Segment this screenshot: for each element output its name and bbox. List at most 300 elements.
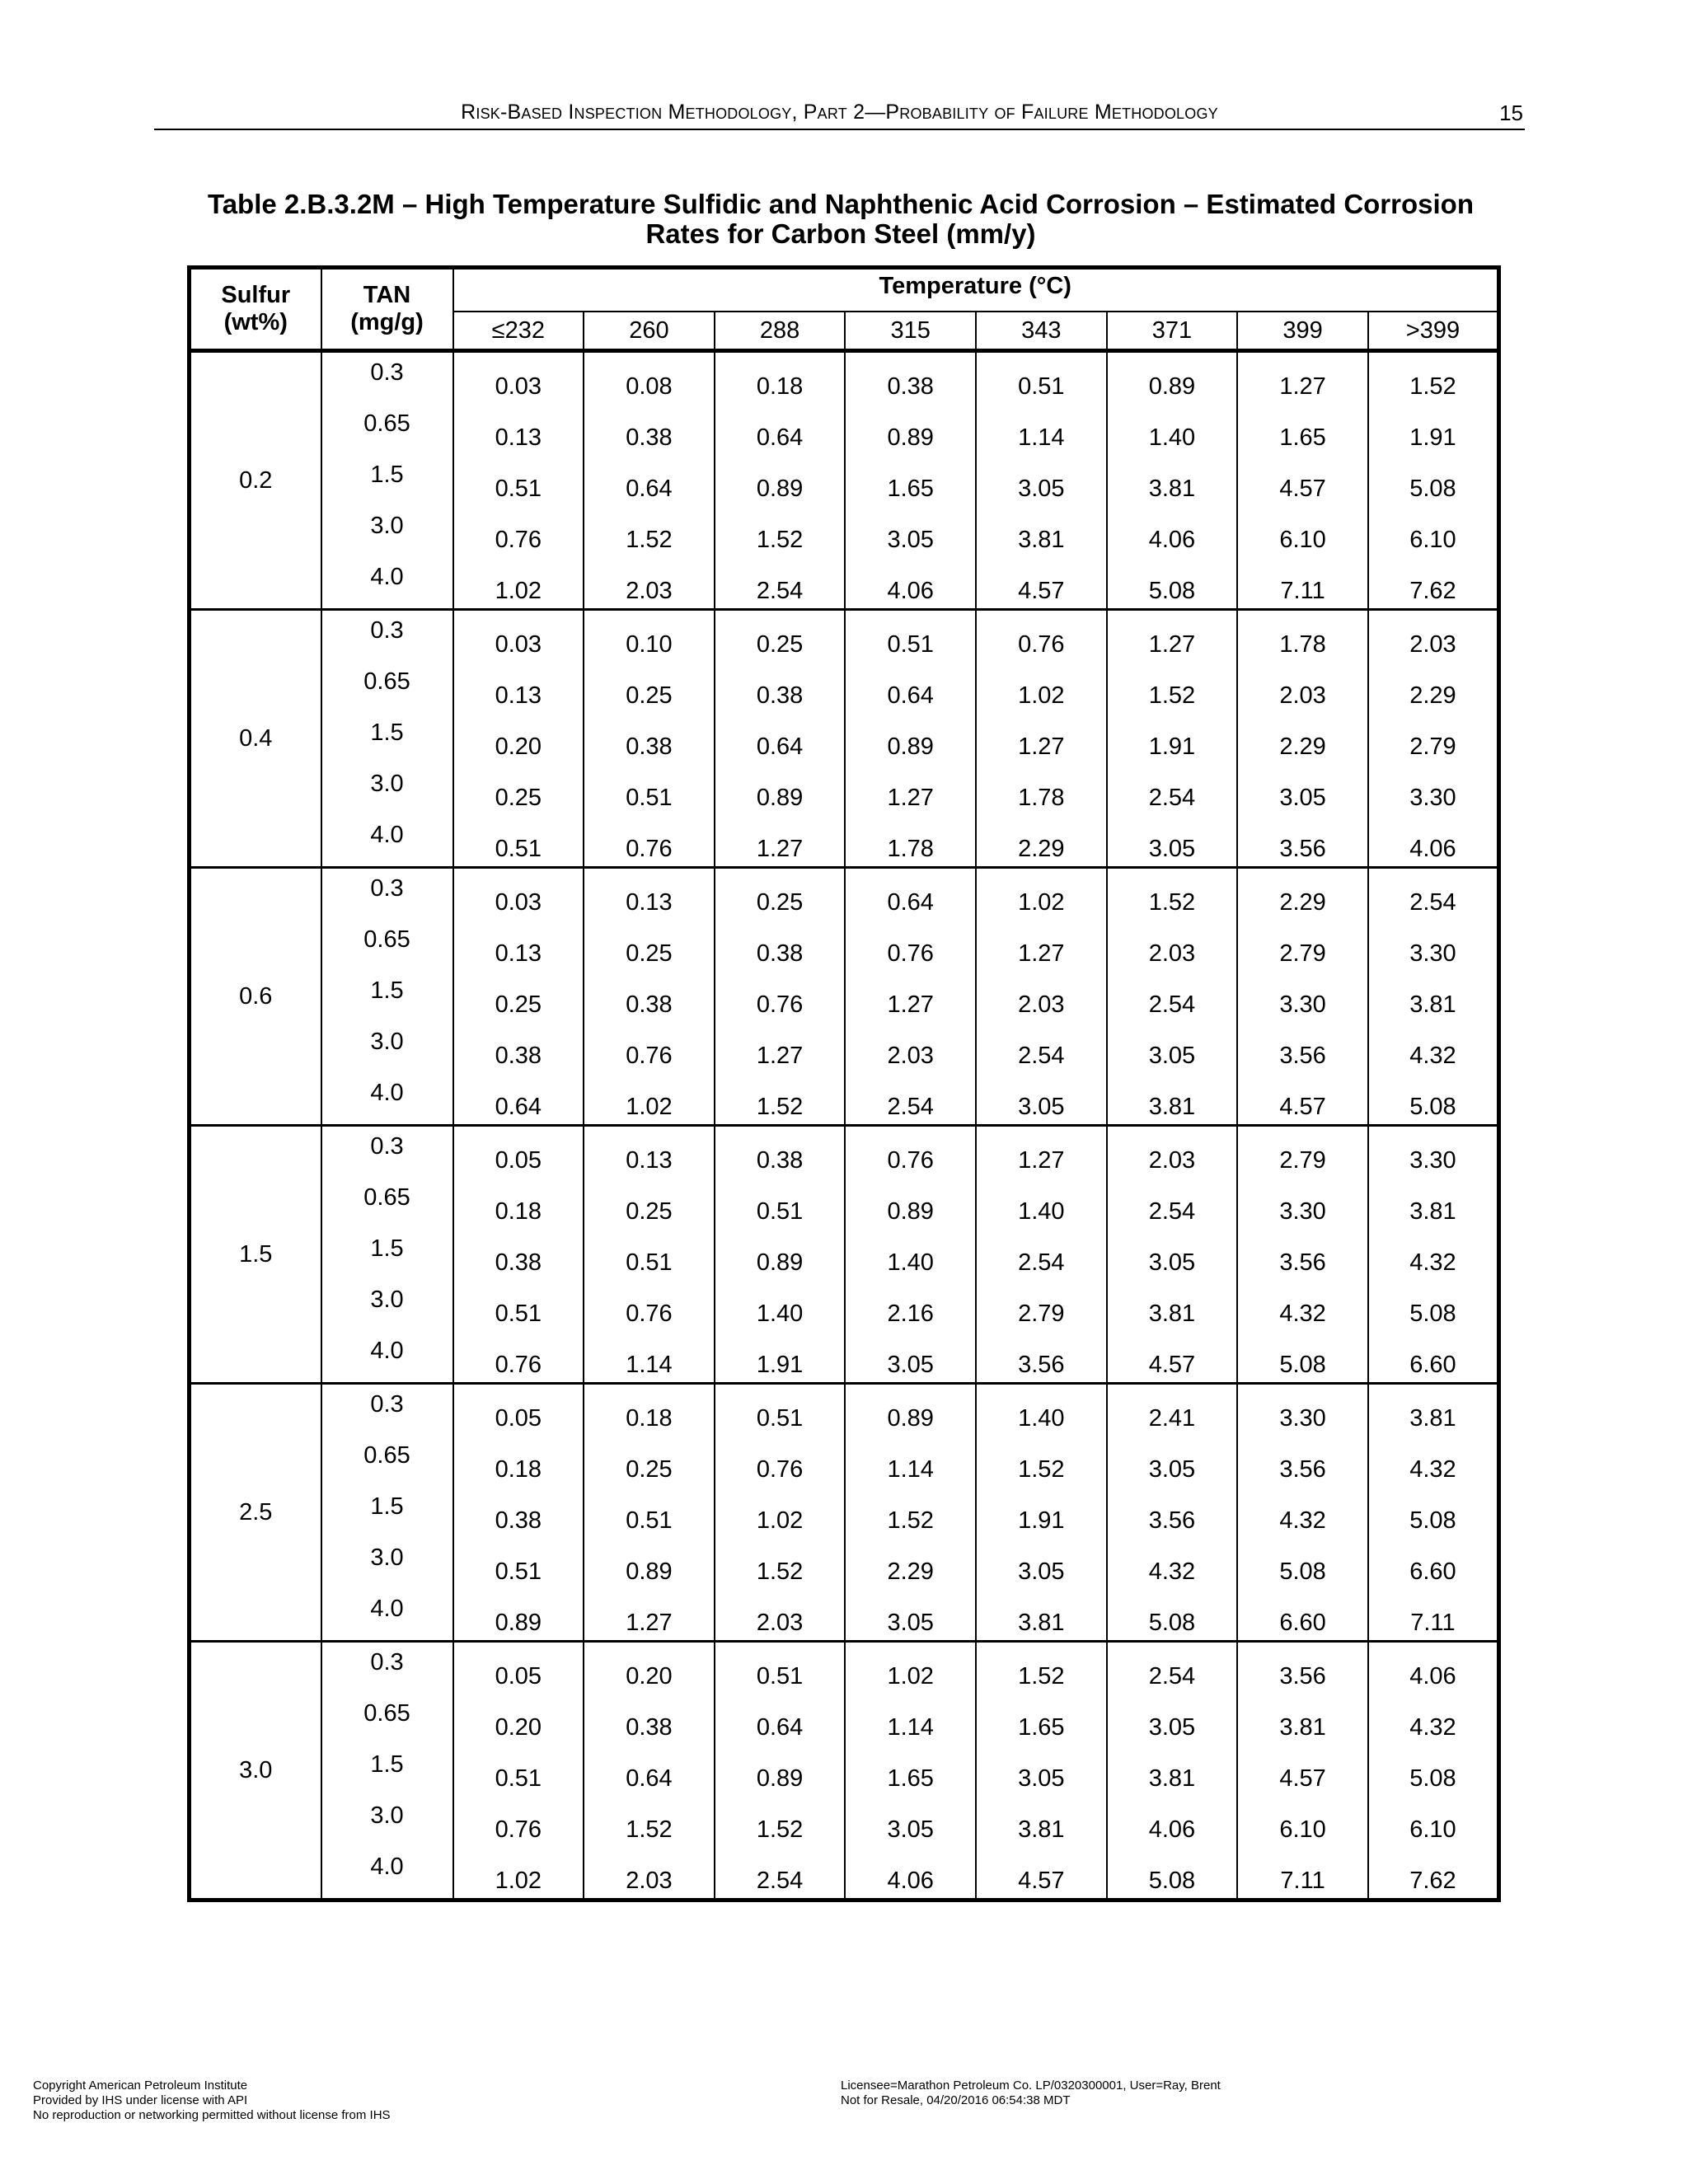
table-row [190,1589,1499,1642]
table-row [190,1436,1499,1487]
corrosion-rate-cell: 0.25 [715,610,846,663]
temperature-column-header: 343 [976,312,1107,351]
corrosion-rate-cell: 2.03 [584,557,715,610]
corrosion-rate-cell: 0.20 [453,713,584,764]
corrosion-rate-cell: 1.91 [976,1487,1107,1538]
sulfur-cell: 0.6 [190,868,321,1126]
tan-header-label: TAN [363,282,411,308]
corrosion-rate-cell: 2.54 [1107,764,1238,815]
corrosion-rate-cell: 2.79 [1237,1126,1368,1179]
corrosion-rate-cell: 0.38 [715,920,846,971]
corrosion-rate-cell: 0.13 [453,920,584,971]
corrosion-rate-cell: 3.81 [976,506,1107,557]
corrosion-rate-cell: 0.51 [584,1229,715,1280]
corrosion-rate-cell: 0.89 [453,1589,584,1642]
corrosion-rate-cell: 0.10 [584,610,715,663]
corrosion-rate-cell: 3.05 [845,1589,976,1642]
corrosion-rate-cell: 0.51 [976,351,1107,405]
tan-cell: 0.3 [321,351,453,405]
tan-header-unit: (mg/g) [350,309,424,335]
corrosion-rate-cell: 2.03 [1237,662,1368,713]
corrosion-rate-cell: 3.30 [1368,764,1499,815]
corrosion-rate-cell: 1.52 [584,1796,715,1847]
sulfur-column-header [190,268,321,351]
tan-cell: 3.0 [321,1796,453,1847]
table-row [190,1796,1499,1847]
corrosion-rate-cell: 1.14 [845,1694,976,1745]
corrosion-rate-cell: 0.76 [584,815,715,868]
corrosion-rate-cell: 0.18 [453,1436,584,1487]
corrosion-rate-cell: 3.05 [1107,1436,1238,1487]
tan-cell: 1.5 [321,713,453,764]
corrosion-rate-cell: 4.32 [1368,1229,1499,1280]
corrosion-rate-cell: 1.65 [845,455,976,506]
corrosion-rate-cell: 0.64 [584,1745,715,1796]
sulfur-header-unit: (wt%) [223,309,288,335]
corrosion-rate-cell: 4.57 [1107,1331,1238,1384]
corrosion-rate-cell: 0.51 [584,764,715,815]
corrosion-rate-cell: 0.76 [453,1796,584,1847]
corrosion-rate-cell: 1.65 [1237,404,1368,455]
corrosion-rate-cell: 1.27 [584,1589,715,1642]
corrosion-rate-cell: 4.57 [976,1847,1107,1900]
corrosion-rate-cell: 5.08 [1107,557,1238,610]
corrosion-rate-cell: 3.81 [976,1796,1107,1847]
tan-cell: 0.65 [321,1178,453,1229]
sulfur-cell: 2.5 [190,1384,321,1642]
corrosion-rate-cell: 0.38 [584,971,715,1022]
corrosion-rate-cell: 2.29 [845,1538,976,1589]
corrosion-rate-cell: 0.13 [584,1126,715,1179]
corrosion-rate-cell: 3.56 [976,1331,1107,1384]
footer-line: Copyright American Petroleum Institute [33,2079,248,2093]
corrosion-rate-cell: 3.05 [976,455,1107,506]
corrosion-rate-cell: 5.08 [1368,455,1499,506]
corrosion-rate-cell: 0.64 [715,713,846,764]
tan-cell: 1.5 [321,1229,453,1280]
corrosion-rate-cell: 0.51 [715,1642,846,1694]
corrosion-rate-cell: 0.76 [453,506,584,557]
corrosion-rate-cell: 2.29 [976,815,1107,868]
corrosion-rate-cell: 2.03 [976,971,1107,1022]
corrosion-rate-cell: 3.81 [1368,971,1499,1022]
running-header [154,97,1525,130]
corrosion-rate-cell: 2.54 [715,1847,846,1900]
corrosion-rate-cell: 0.89 [845,1178,976,1229]
corrosion-rate-cell: 1.27 [715,815,846,868]
running-header-title: Risk-Based Inspection Methodology, Part 2—Probability of Failure Methodology [461,101,1218,124]
tan-cell: 0.65 [321,1694,453,1745]
corrosion-rate-cell: 0.25 [584,1178,715,1229]
corrosion-rate-cell: 4.57 [1237,455,1368,506]
corrosion-rate-cell: 1.52 [976,1436,1107,1487]
corrosion-rate-cell: 3.81 [976,1589,1107,1642]
tan-cell: 3.0 [321,506,453,557]
corrosion-rate-cell: 3.81 [1107,455,1238,506]
table-row [190,1642,1499,1694]
corrosion-rate-cell: 1.78 [976,764,1107,815]
corrosion-rate-cell: 1.02 [453,557,584,610]
corrosion-rate-cell: 3.81 [1368,1178,1499,1229]
corrosion-rate-cell: 2.03 [1107,920,1238,971]
corrosion-rate-cell: 1.52 [976,1642,1107,1694]
corrosion-rate-cell: 2.03 [1368,610,1499,663]
corrosion-rate-cell: 1.02 [584,1073,715,1126]
corrosion-rate-cell: 2.54 [715,557,846,610]
corrosion-rate-cell: 0.20 [453,1694,584,1745]
table-row [190,610,1499,663]
corrosion-rate-cell: 0.05 [453,1126,584,1179]
tan-cell: 1.5 [321,1745,453,1796]
corrosion-rate-cell: 0.38 [715,662,846,713]
corrosion-rate-cell: 0.76 [715,1436,846,1487]
corrosion-rate-cell: 1.14 [845,1436,976,1487]
corrosion-rate-cell: 2.54 [1368,868,1499,921]
tan-cell: 0.3 [321,610,453,663]
corrosion-rate-cell: 3.05 [976,1538,1107,1589]
corrosion-rate-cell: 0.38 [584,1694,715,1745]
table-row [190,1694,1499,1745]
corrosion-rate-cell: 0.76 [976,610,1107,663]
corrosion-rate-cell: 1.52 [715,1538,846,1589]
corrosion-rate-cell: 0.13 [584,868,715,921]
sulfur-cell: 1.5 [190,1126,321,1384]
corrosion-rate-cell: 7.11 [1368,1589,1499,1642]
tan-cell: 0.65 [321,404,453,455]
corrosion-rate-cell: 3.30 [1237,971,1368,1022]
corrosion-rate-cell: 0.89 [584,1538,715,1589]
corrosion-rate-cell: 6.10 [1237,1796,1368,1847]
corrosion-rate-cell: 0.13 [453,662,584,713]
corrosion-rate-cell: 3.05 [1107,1694,1238,1745]
corrosion-rate-cell: 0.76 [584,1280,715,1331]
corrosion-rate-cell: 3.30 [1237,1178,1368,1229]
corrosion-rate-cell: 2.54 [976,1022,1107,1073]
table-row [190,1126,1499,1179]
corrosion-rate-cell: 4.57 [1237,1745,1368,1796]
corrosion-rate-cell: 0.25 [584,662,715,713]
corrosion-rate-cell: 5.08 [1107,1847,1238,1900]
corrosion-rate-cell: 6.60 [1237,1589,1368,1642]
table-row [190,1073,1499,1126]
corrosion-rate-cell: 0.89 [1107,351,1238,405]
table-row [190,1022,1499,1073]
corrosion-rate-cell: 5.08 [1368,1487,1499,1538]
temperature-column-header: 260 [584,312,715,351]
corrosion-rate-cell: 4.32 [1237,1280,1368,1331]
corrosion-rate-cell: 0.64 [584,455,715,506]
corrosion-rate-cell: 0.38 [453,1487,584,1538]
corrosion-rate-cell: 0.76 [845,920,976,971]
corrosion-rate-cell: 0.38 [584,404,715,455]
page-number: 15 [1499,101,1523,125]
corrosion-rate-cell: 0.03 [453,868,584,921]
corrosion-rate-cell: 2.29 [1368,662,1499,713]
tan-column-header [321,268,453,351]
corrosion-rate-cell: 5.08 [1368,1073,1499,1126]
corrosion-rate-cell: 2.79 [1368,713,1499,764]
corrosion-rate-cell: 0.25 [453,764,584,815]
table-row [190,506,1499,557]
corrosion-rate-cell: 0.38 [453,1229,584,1280]
corrosion-rate-cell: 3.05 [1107,815,1238,868]
corrosion-rate-cell: 1.27 [976,1126,1107,1179]
corrosion-rate-cell: 5.08 [1368,1280,1499,1331]
table-row [190,1847,1499,1900]
tan-cell: 4.0 [321,557,453,610]
corrosion-rate-cell: 0.38 [845,351,976,405]
corrosion-rate-cell: 3.05 [976,1745,1107,1796]
corrosion-rate-cell: 5.08 [1237,1538,1368,1589]
footer-line: Provided by IHS under license with API [33,2093,248,2107]
corrosion-rate-cell: 2.03 [715,1589,846,1642]
footer-copyright [33,2079,391,2123]
corrosion-rate-cell: 0.25 [584,920,715,971]
table-row [190,404,1499,455]
corrosion-rate-cell: 1.65 [845,1745,976,1796]
corrosion-rate-cell: 2.29 [1237,868,1368,921]
corrosion-rate-cell: 7.11 [1237,1847,1368,1900]
corrosion-rate-cell: 3.05 [845,1796,976,1847]
table-row [190,764,1499,815]
table-caption-line-1: Table 2.B.3.2M – High Temperature Sulfidic and Naphthenic Acid Corrosion – Estimated Corrosion [208,189,1474,219]
corrosion-rate-cell: 1.02 [453,1847,584,1900]
sulfur-cell: 0.4 [190,610,321,868]
table-caption [148,190,1533,249]
corrosion-rate-cell: 1.52 [584,506,715,557]
corrosion-rate-cell: 1.91 [715,1331,846,1384]
corrosion-rate-cell: 2.03 [1107,1126,1238,1179]
corrosion-rate-cell: 3.81 [1368,1384,1499,1436]
corrosion-rate-cell: 3.05 [1107,1229,1238,1280]
corrosion-rate-cell: 3.30 [1368,920,1499,971]
corrosion-rate-cell: 0.76 [845,1126,976,1179]
temperature-group-header: Temperature (°C) [453,268,1499,312]
temperature-column-header: 399 [1237,312,1368,351]
tan-cell: 0.3 [321,1126,453,1179]
corrosion-rate-cell: 7.11 [1237,557,1368,610]
footer-line: Not for Resale, 04/20/2016 06:54:38 MDT [841,2093,1071,2107]
corrosion-rate-cell: 0.18 [584,1384,715,1436]
corrosion-rate-cell: 3.05 [845,506,976,557]
tan-cell: 0.3 [321,1642,453,1694]
tan-cell: 1.5 [321,971,453,1022]
corrosion-rate-cell: 5.08 [1107,1589,1238,1642]
corrosion-rate-cell: 0.89 [715,455,846,506]
tan-cell: 0.65 [321,920,453,971]
corrosion-rate-cell: 0.18 [453,1178,584,1229]
table-row [190,557,1499,610]
corrosion-rate-cell: 0.25 [584,1436,715,1487]
tan-cell: 4.0 [321,815,453,868]
corrosion-rate-cell: 5.08 [1237,1331,1368,1384]
corrosion-rate-cell: 4.06 [1368,815,1499,868]
corrosion-rate-cell: 4.32 [1107,1538,1238,1589]
corrosion-rate-cell: 1.40 [1107,404,1238,455]
corrosion-rate-cell: 0.05 [453,1642,584,1694]
table-body [190,351,1499,1900]
temperature-column-header: 288 [715,312,846,351]
temperature-column-header: ≤232 [453,312,584,351]
corrosion-rate-cell: 0.51 [715,1384,846,1436]
corrosion-rate-cell: 0.38 [584,713,715,764]
corrosion-rate-cell: 2.79 [1237,920,1368,971]
corrosion-rate-cell: 0.51 [845,610,976,663]
corrosion-rate-cell: 1.52 [1368,351,1499,405]
corrosion-rate-cell: 4.06 [1368,1642,1499,1694]
corrosion-rate-cell: 0.51 [453,455,584,506]
table-row [190,1280,1499,1331]
corrosion-rate-cell: 2.03 [584,1847,715,1900]
corrosion-rate-cell: 7.62 [1368,557,1499,610]
corrosion-rate-cell: 4.06 [1107,506,1238,557]
corrosion-rate-table [187,265,1501,1902]
corrosion-rate-cell: 2.54 [976,1229,1107,1280]
tan-cell: 4.0 [321,1331,453,1384]
corrosion-rate-cell: 1.40 [845,1229,976,1280]
corrosion-rate-cell: 1.27 [845,764,976,815]
corrosion-rate-cell: 0.51 [584,1487,715,1538]
sulfur-header-label: Sulfur [221,282,291,308]
temperature-column-header: >399 [1368,312,1499,351]
table-row [190,1487,1499,1538]
corrosion-rate-cell: 0.25 [715,868,846,921]
corrosion-rate-cell: 0.64 [845,868,976,921]
corrosion-rate-cell: 1.40 [715,1280,846,1331]
corrosion-rate-cell: 1.27 [976,713,1107,764]
corrosion-rate-cell: 0.03 [453,351,584,405]
corrosion-rate-cell: 4.57 [976,557,1107,610]
corrosion-rate-cell: 1.02 [976,868,1107,921]
table-row [190,815,1499,868]
tan-cell: 1.5 [321,455,453,506]
tan-cell: 3.0 [321,1280,453,1331]
table-header [190,268,1499,351]
corrosion-rate-cell: 0.89 [715,1229,846,1280]
corrosion-rate-cell: 3.56 [1237,1436,1368,1487]
corrosion-rate-cell: 2.54 [1107,971,1238,1022]
corrosion-rate-cell: 4.57 [1237,1073,1368,1126]
corrosion-rate-cell: 3.81 [1107,1745,1238,1796]
corrosion-rate-cell: 0.25 [453,971,584,1022]
corrosion-rate-cell: 6.10 [1237,506,1368,557]
corrosion-rate-cell: 1.52 [715,1796,846,1847]
corrosion-rate-cell: 1.52 [715,506,846,557]
corrosion-rate-cell: 0.13 [453,404,584,455]
corrosion-rate-cell: 3.05 [1107,1022,1238,1073]
corrosion-rate-cell: 0.51 [453,1745,584,1796]
corrosion-rate-cell: 0.89 [845,404,976,455]
corrosion-rate-cell: 2.41 [1107,1384,1238,1436]
corrosion-rate-cell: 1.14 [584,1331,715,1384]
sulfur-cell: 3.0 [190,1642,321,1900]
corrosion-rate-cell: 1.40 [976,1178,1107,1229]
corrosion-rate-cell: 3.81 [1107,1280,1238,1331]
corrosion-rate-cell: 7.62 [1368,1847,1499,1900]
corrosion-rate-cell: 2.54 [1107,1642,1238,1694]
table-row [190,971,1499,1022]
corrosion-rate-cell: 0.18 [715,351,846,405]
tan-cell: 4.0 [321,1073,453,1126]
corrosion-rate-cell: 1.52 [1107,868,1238,921]
corrosion-rate-cell: 4.06 [1107,1796,1238,1847]
tan-cell: 3.0 [321,1538,453,1589]
corrosion-rate-cell: 0.76 [715,971,846,1022]
corrosion-rate-cell: 3.30 [1237,1384,1368,1436]
corrosion-rate-cell: 2.54 [1107,1178,1238,1229]
footer-line: Licensee=Marathon Petroleum Co. LP/0320300001, User=Ray, Brent [841,2079,1221,2093]
corrosion-rate-cell: 3.81 [1107,1073,1238,1126]
corrosion-rate-cell: 3.30 [1368,1126,1499,1179]
table-row [190,868,1499,921]
table-row [190,1178,1499,1229]
corrosion-rate-cell: 3.05 [976,1073,1107,1126]
table-caption-line-2: Rates for Carbon Steel (mm/y) [645,218,1036,249]
corrosion-rate-cell: 4.32 [1368,1694,1499,1745]
corrosion-rate-cell: 1.02 [715,1487,846,1538]
corrosion-rate-cell: 3.05 [845,1331,976,1384]
corrosion-rate-cell: 0.51 [715,1178,846,1229]
corrosion-rate-cell: 3.56 [1107,1487,1238,1538]
corrosion-rate-cell: 0.89 [845,1384,976,1436]
corrosion-rate-cell: 4.32 [1237,1487,1368,1538]
corrosion-rate-cell: 1.91 [1107,713,1238,764]
table-row [190,351,1499,405]
corrosion-rate-cell: 4.32 [1368,1436,1499,1487]
table-row [190,455,1499,506]
table-row [190,1384,1499,1436]
sulfur-cell: 0.2 [190,351,321,610]
corrosion-rate-cell: 0.38 [715,1126,846,1179]
corrosion-rate-cell: 0.76 [584,1022,715,1073]
corrosion-rate-cell: 0.05 [453,1384,584,1436]
corrosion-rate-cell: 1.27 [845,971,976,1022]
corrosion-rate-cell: 1.78 [845,815,976,868]
corrosion-rate-cell: 1.52 [715,1073,846,1126]
corrosion-rate-cell: 0.51 [453,1538,584,1589]
corrosion-rate-cell: 1.52 [845,1487,976,1538]
corrosion-rate-cell: 0.38 [453,1022,584,1073]
footer-license [841,2079,1221,2108]
corrosion-rate-cell: 2.16 [845,1280,976,1331]
corrosion-rate-cell: 0.64 [453,1073,584,1126]
table-row [190,920,1499,971]
temperature-column-header: 371 [1107,312,1238,351]
corrosion-rate-cell: 2.03 [845,1022,976,1073]
table-row [190,662,1499,713]
tan-cell: 3.0 [321,1022,453,1073]
corrosion-rate-cell: 6.10 [1368,506,1499,557]
corrosion-rate-cell: 1.02 [976,662,1107,713]
footer-line: No reproduction or networking permitted without license from IHS [33,2108,391,2122]
corrosion-rate-cell: 1.91 [1368,404,1499,455]
corrosion-rate-cell: 3.56 [1237,1022,1368,1073]
table-row [190,713,1499,764]
corrosion-rate-cell: 5.08 [1368,1745,1499,1796]
corrosion-rate-cell: 0.89 [715,1745,846,1796]
table-row [190,1229,1499,1280]
corrosion-rate-cell: 4.32 [1368,1022,1499,1073]
corrosion-rate-cell: 3.81 [1237,1694,1368,1745]
corrosion-rate-cell: 1.65 [976,1694,1107,1745]
corrosion-rate-cell: 1.27 [976,920,1107,971]
table-row [190,1745,1499,1796]
corrosion-rate-cell: 1.78 [1237,610,1368,663]
corrosion-rate-cell: 0.51 [453,815,584,868]
corrosion-rate-cell: 0.76 [453,1331,584,1384]
corrosion-rate-cell: 4.06 [845,1847,976,1900]
tan-cell: 0.65 [321,1436,453,1487]
